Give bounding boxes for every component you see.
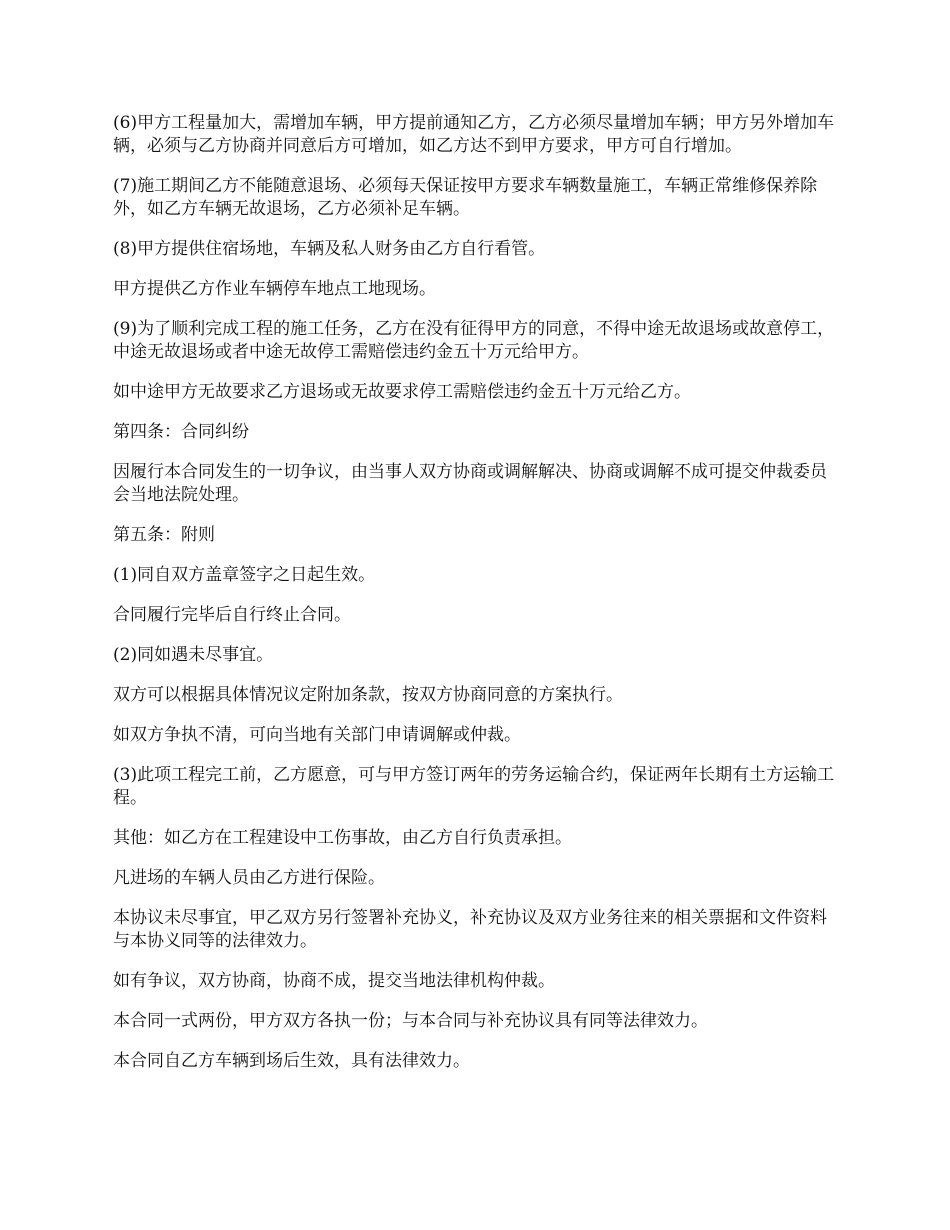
mediation-paragraph: 如双方争执不清，可向当地有关部门申请调解或仲裁。 bbox=[113, 725, 521, 745]
clause-7-paragraph: (7)施工期间乙方不能随意退场、必须每天保证按甲方要求车辆数量施工，车辆正常维修保养除外，如乙方车辆无故退场，乙方必须补足车辆。 bbox=[113, 176, 818, 219]
dispute-resolution-paragraph: 因履行本合同发生的一切争议，由当事人双方协商或调解解决、协商或调解不成可提交仲裁委员会当地法院处理。 bbox=[113, 462, 827, 505]
termination-paragraph: 合同履行完毕后自行终止合同。 bbox=[113, 605, 351, 625]
clause-6-paragraph: (6)甲方工程量加大，需增加车辆，甲方提前通知乙方，乙方必须尽量增加车辆；甲方另外增加车辆，必须与乙方协商并同意后方可增加，如乙方达不到甲方要求，甲方可自行增加。 bbox=[113, 113, 835, 156]
supplement-2-paragraph: (2)同如遇未尽事宜。 bbox=[113, 645, 274, 665]
copies-paragraph: 本合同一式两份，甲方双方各执一份；与本合同与补充协议具有同等法律效力。 bbox=[113, 1011, 708, 1031]
parking-location-paragraph: 甲方提供乙方作业车辆停车地点工地现场。 bbox=[113, 279, 436, 299]
document-body bbox=[113, 112, 843, 1090]
additional-terms-paragraph: 双方可以根据具体情况议定附加条款，按双方协商同意的方案执行。 bbox=[113, 685, 623, 705]
supplement-1-paragraph: (1)同自双方盖章签字之日起生效。 bbox=[113, 565, 376, 585]
arbitration-paragraph: 如有争议，双方协商，协商不成，提交当地法律机构仲裁。 bbox=[113, 971, 555, 991]
article-4-heading: 第四条：合同纠纷 bbox=[113, 422, 249, 442]
insurance-paragraph: 凡进场的车辆人员由乙方进行保险。 bbox=[113, 868, 385, 888]
supplement-3-paragraph: (3)此项工程完工前，乙方愿意，可与甲方签订两年的劳务运输合约，保证两年长期有土方运输工程。 bbox=[113, 765, 835, 808]
party-a-penalty-paragraph: 如中途甲方无故要求乙方退场或无故要求停工需赔偿违约金五十万元给乙方。 bbox=[113, 382, 691, 402]
supplementary-agreement-paragraph: 本协议未尽事宜，甲乙双方另行签署补充协义，补充协议及双方业务往来的相关票据和文件资料与本协义同等的法律效力。 bbox=[113, 908, 827, 951]
clause-9-paragraph: (9)为了顺利完成工程的施工任务，乙方在没有征得甲方的同意，不得中途无故退场或故意停工，中途无故退场或者中途无故停工需赔偿违约金五十万元给甲方。 bbox=[113, 319, 835, 362]
other-injury-paragraph: 其他：如乙方在工程建设中工伤事故，由乙方自行负责承担。 bbox=[113, 828, 572, 848]
clause-8-paragraph: (8)甲方提供住宿场地，车辆及私人财务由乙方自行看管。 bbox=[113, 239, 546, 259]
article-5-heading: 第五条：附则 bbox=[113, 525, 215, 545]
effective-paragraph: 本合同自乙方车辆到场后生效，具有法律效力。 bbox=[113, 1051, 470, 1071]
